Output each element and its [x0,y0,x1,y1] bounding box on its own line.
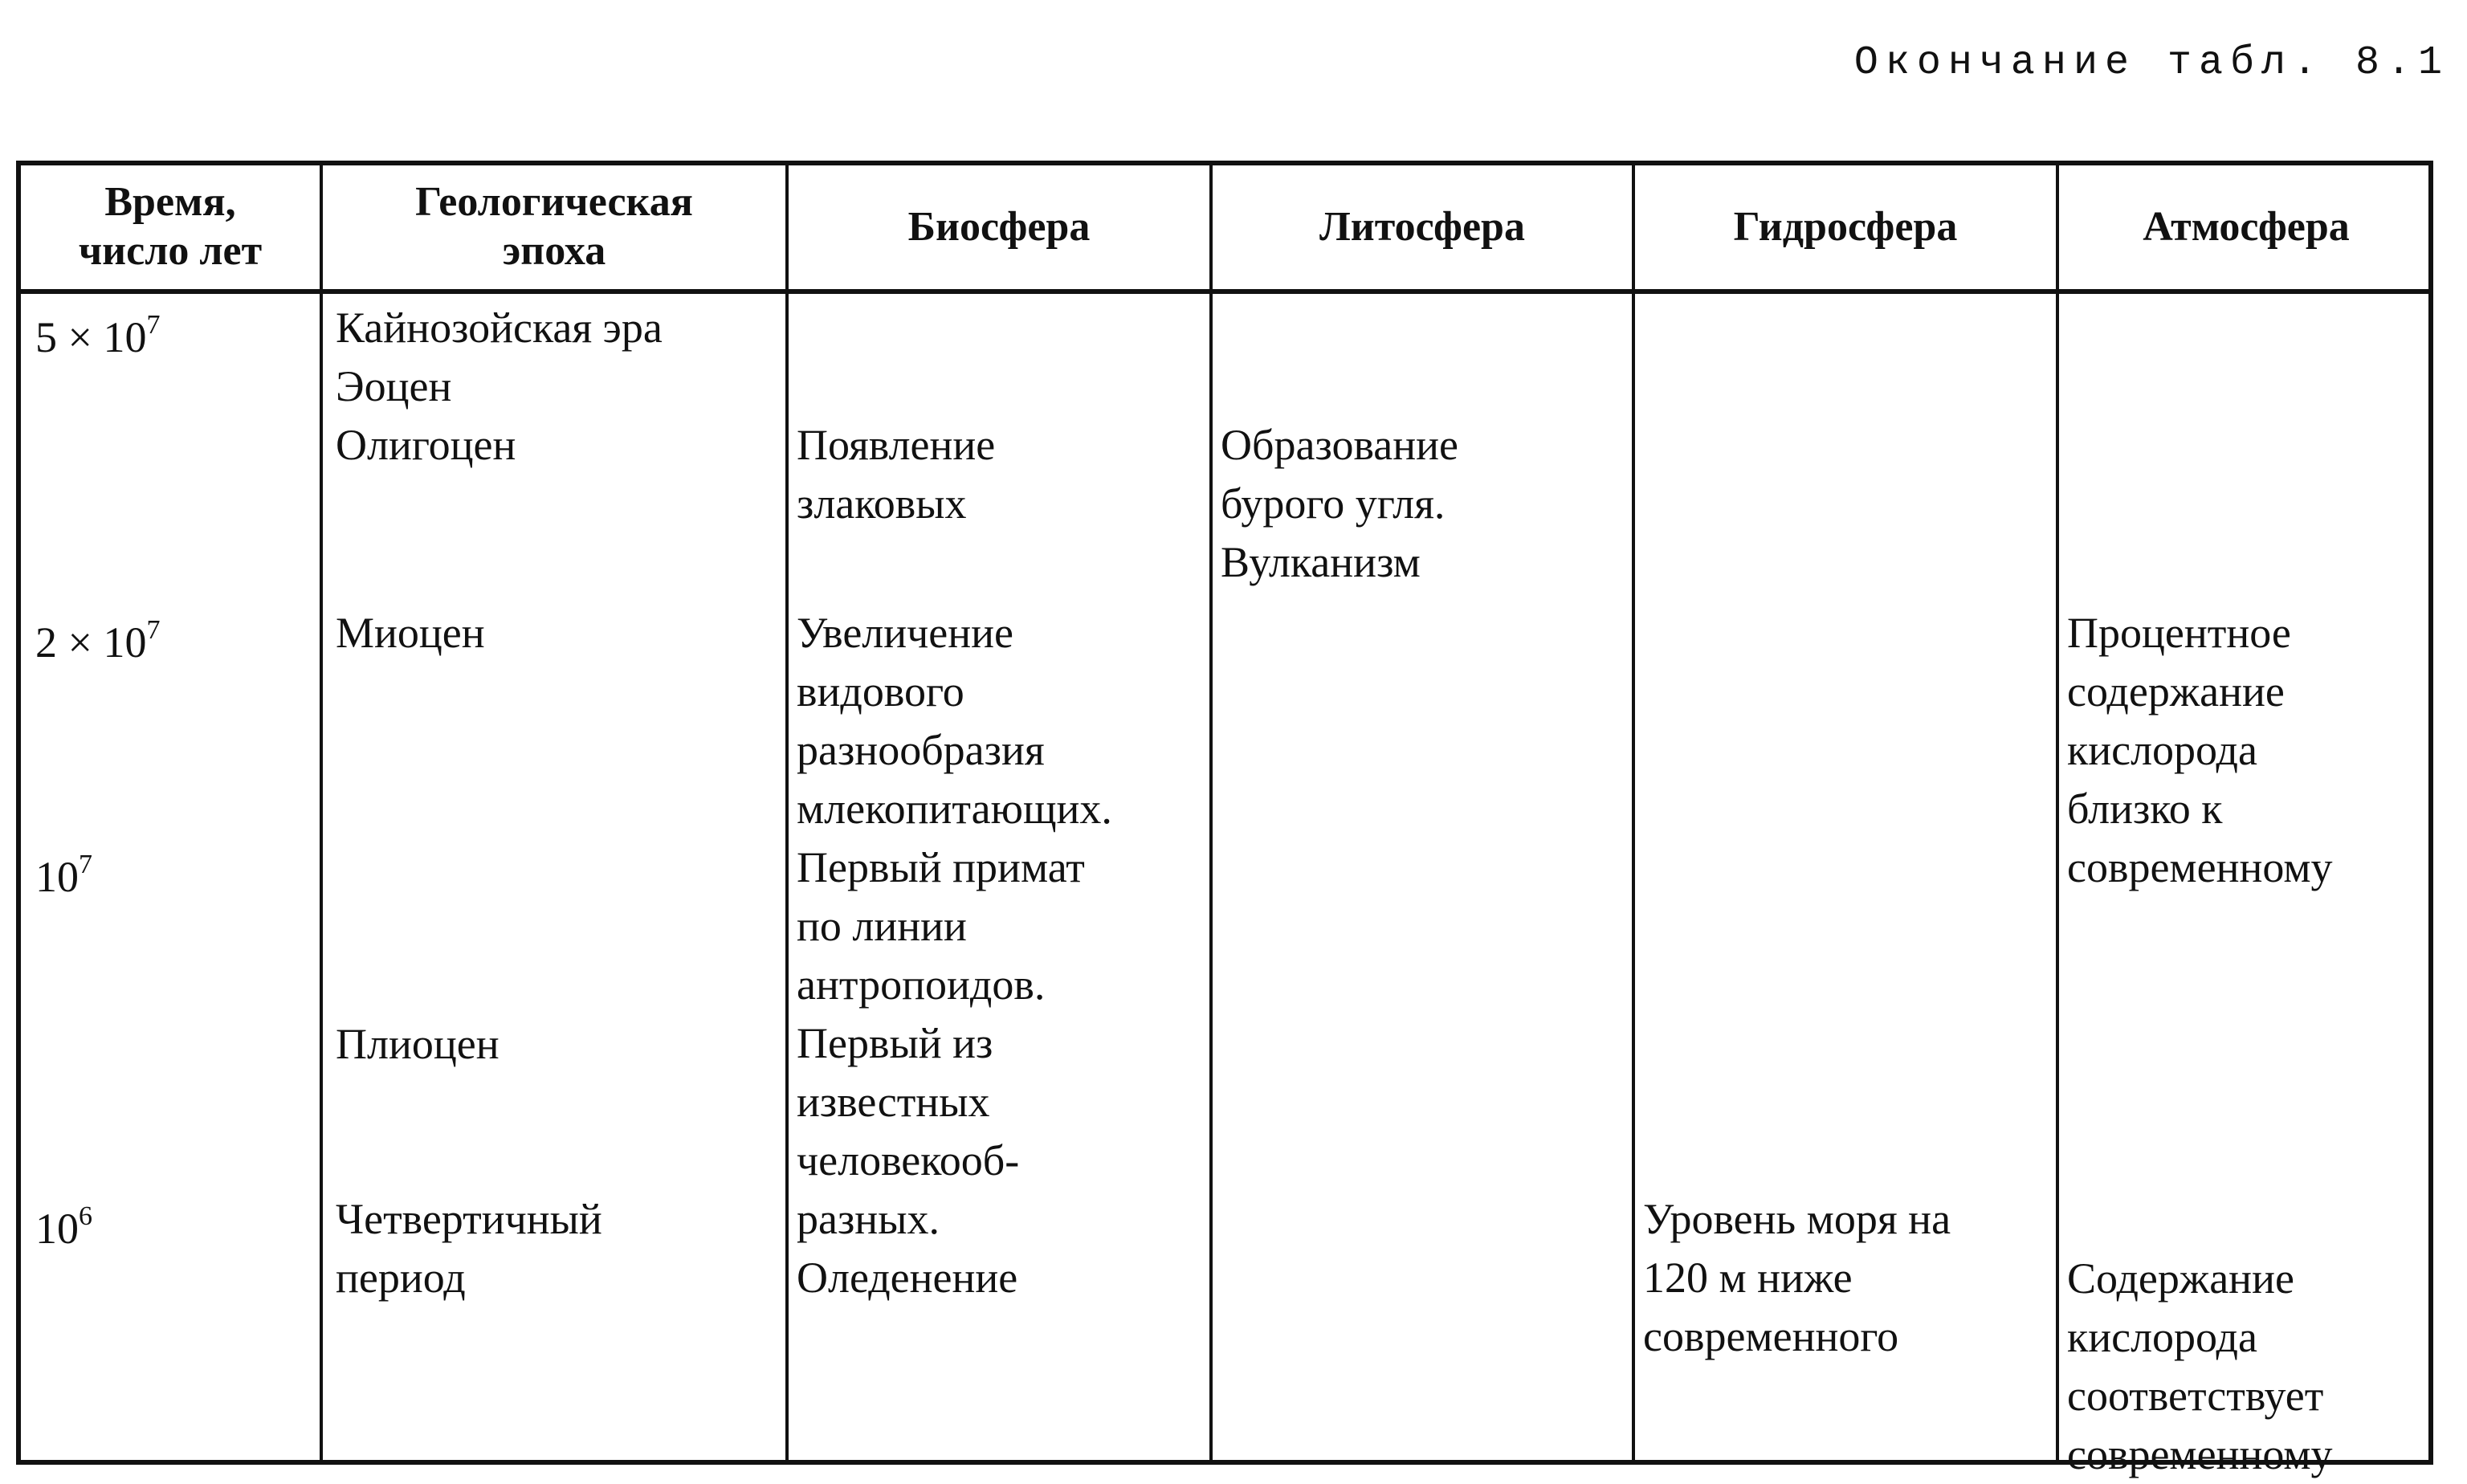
header-epoch: Геологическая эпоха [415,179,693,274]
biosphere-mammals: Увеличение видового разнообразия млекопитающих. Первый примат по линии антропоидов. Первый из известных человекооб- разных. Оледенение [797,609,1112,1302]
lithosphere-coal: Образование бурого угля. Вулканизм [1221,421,1458,586]
time-value [35,1190,92,1258]
header-hydrosphere: Гидросфера [1733,203,1958,250]
atmosphere-oxygen-modern: Содержание кислорода соответствует современному [2067,1254,2333,1478]
header-atmosphere: Атмосфера [2143,203,2350,250]
time-exponent: 7 [146,615,161,645]
time-value [35,838,92,907]
column-divider [785,165,789,1460]
epoch-pliocene: Плиоцен [336,1020,500,1068]
time-exponent: 6 [79,1201,92,1231]
column-divider [320,165,323,1460]
atmosphere-oxygen-near: Процентное содержание кислорода близко к современному [2067,609,2333,891]
time-value [35,604,160,672]
header-divider [21,289,2428,294]
epoch-cenozoic: Кайнозойская эра Эоцен Олигоцен [336,304,663,469]
epoch-miocene: Миоцен [336,609,485,657]
header-biosphere: Биосфера [907,203,1091,250]
hydrosphere-sea-level: Уровень моря на 120 м ниже современного [1643,1195,1951,1360]
column-divider [2056,165,2059,1460]
header-time: Время, число лет [78,179,263,274]
time-exponent: 7 [146,310,161,340]
geology-table [16,161,2433,1478]
time-base: 10 [35,1205,79,1253]
time-exponent: 7 [79,850,92,879]
time-value [35,299,160,367]
biosphere-grasses: Появление злаковых [797,421,996,528]
column-divider [1632,165,1635,1460]
time-base: 5 × 10 [35,313,147,361]
header-lithosphere: Литосфера [1319,203,1525,250]
epoch-quaternary: Четвертичный период [336,1195,602,1302]
time-base: 10 [35,853,79,901]
table-caption: Окончание табл. 8.1 [1853,40,2449,86]
column-divider [1209,165,1213,1460]
time-base: 2 × 10 [35,618,147,667]
